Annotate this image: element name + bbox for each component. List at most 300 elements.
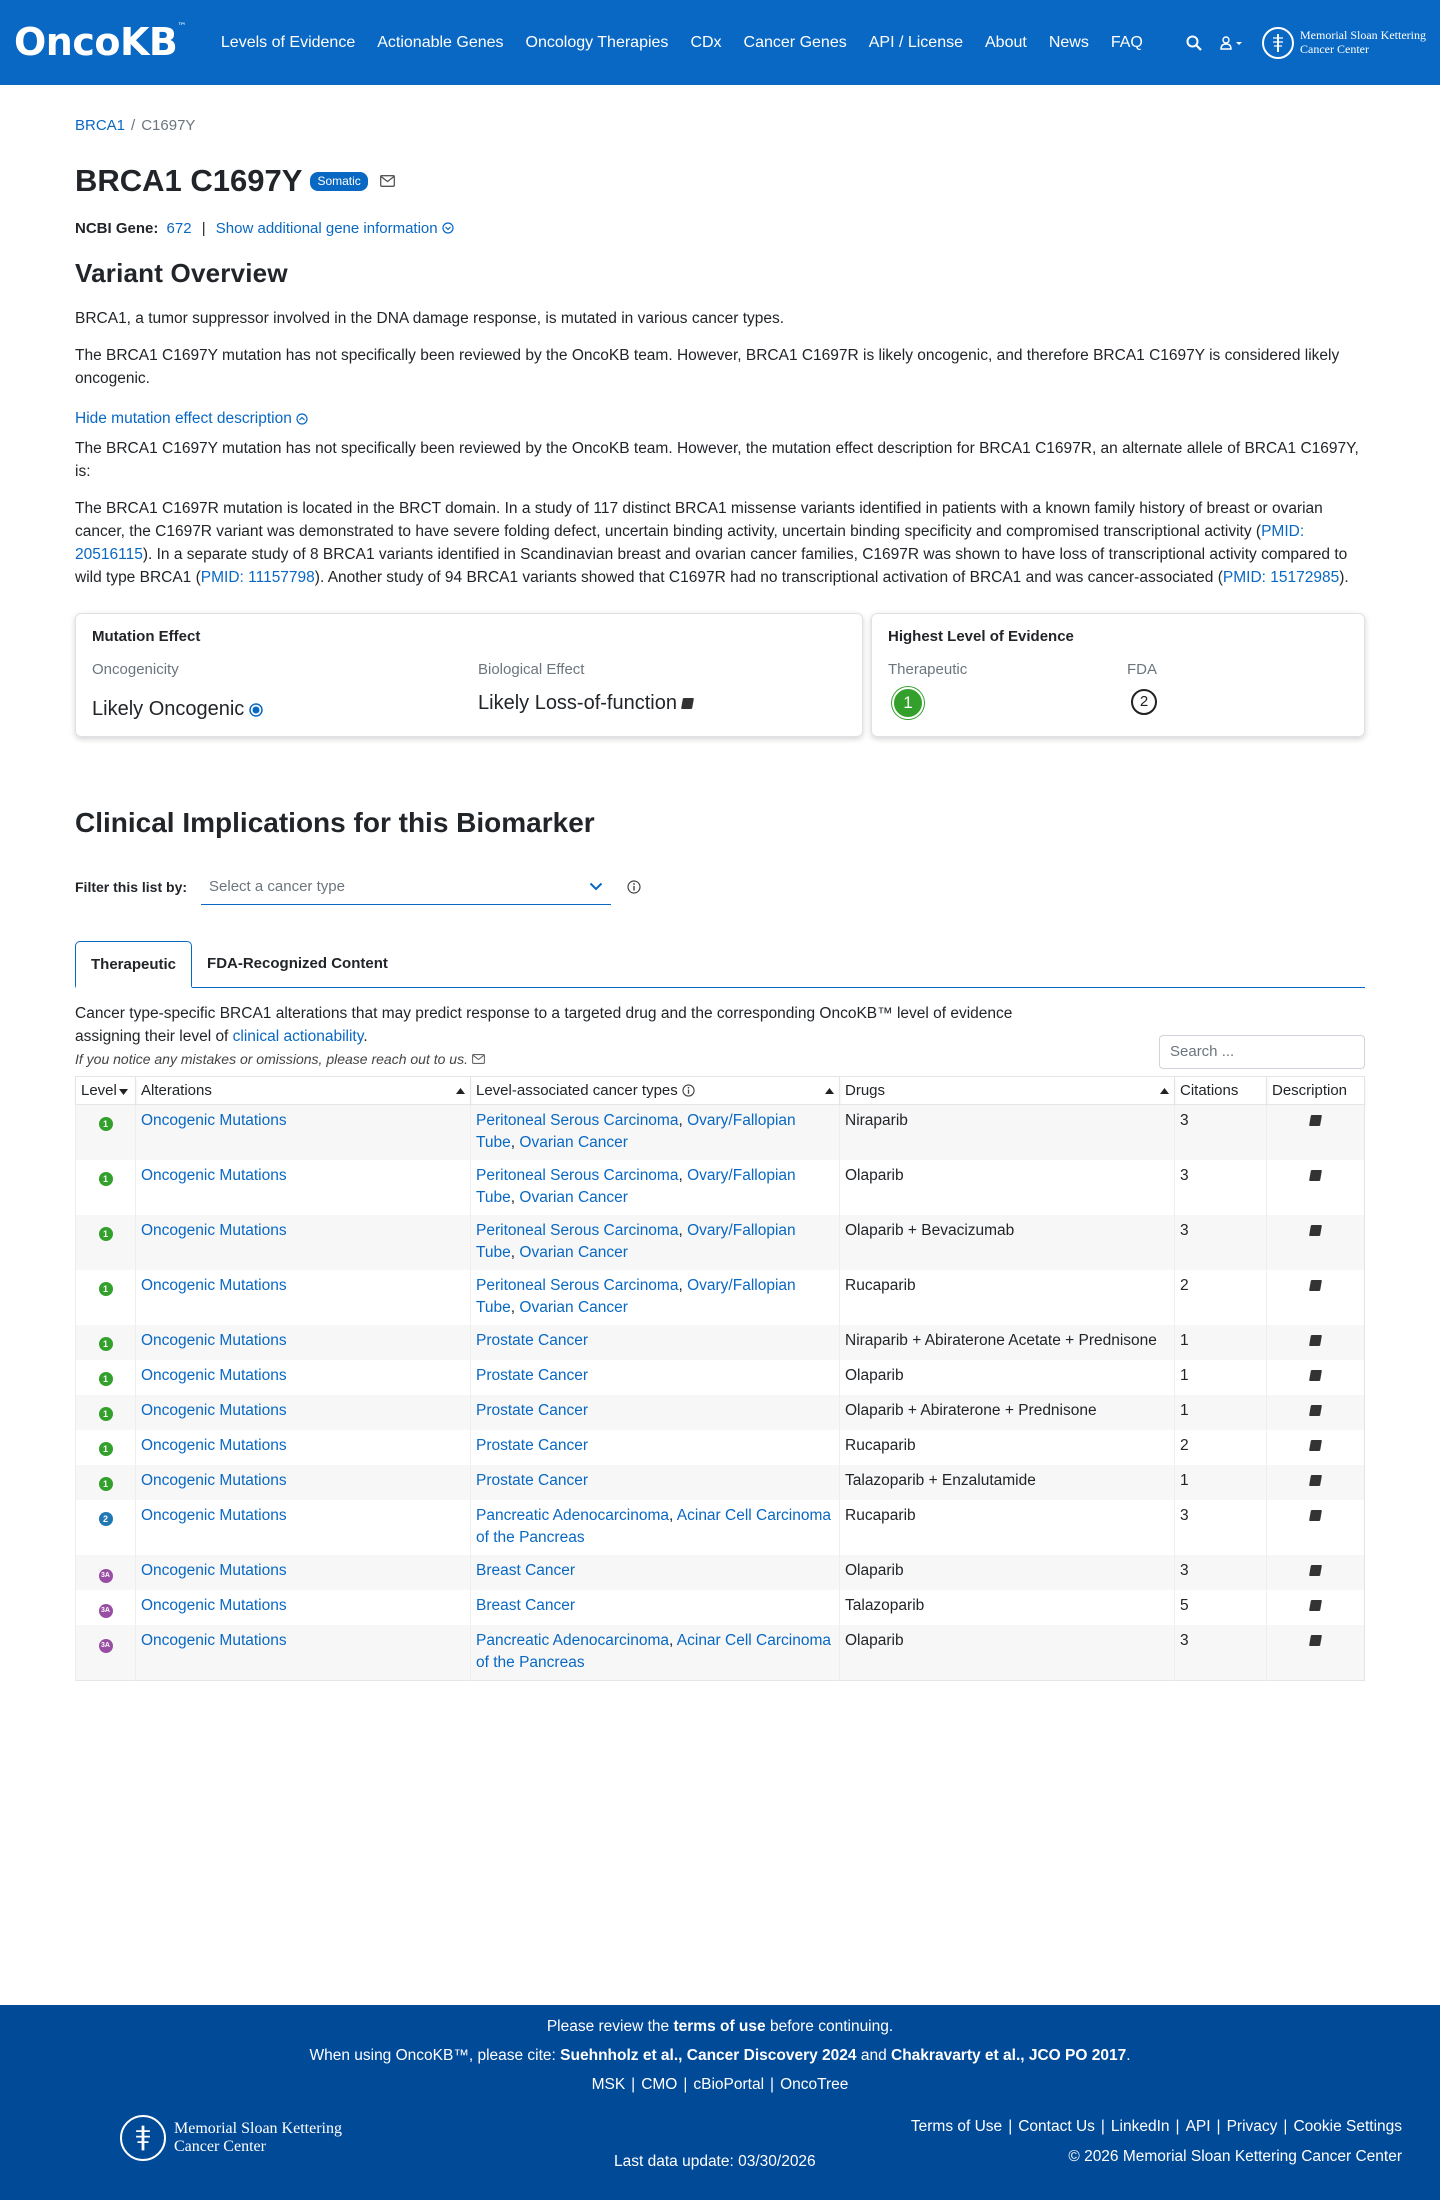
show-gene-info-link[interactable]: [216, 220, 454, 237]
summary-cards: [75, 613, 1365, 737]
cell-description: [1267, 1325, 1365, 1360]
cell-level: [76, 1590, 136, 1625]
cell-drugs: Rucaparib: [840, 1270, 1175, 1325]
biological-effect-col: [478, 659, 693, 724]
link-separator: |: [1283, 2118, 1288, 2135]
book-icon[interactable]: [1309, 1600, 1322, 1611]
table-intro-text: [75, 1002, 1075, 1048]
table-row: [76, 1105, 1365, 1161]
clinical-implications-heading: Clinical Implications for this Biomarker: [75, 806, 595, 838]
cell-drugs: Olaparib: [840, 1555, 1175, 1590]
alteration-link[interactable]: Oncogenic Mutations: [141, 1402, 287, 1420]
alteration-link[interactable]: Oncogenic Mutations: [141, 1507, 287, 1525]
footer-link-cmo[interactable]: CMO: [641, 2076, 678, 2093]
page-title: BRCA1 C1697Y: [75, 162, 303, 198]
book-icon[interactable]: [1309, 1475, 1322, 1486]
intro-part-2: .: [363, 1027, 368, 1045]
cell-alteration: [136, 1430, 471, 1465]
highest-level-title: Highest Level of Evidence: [888, 627, 1074, 645]
cell-cancer-types: [471, 1555, 840, 1590]
cell-cancer-types: [471, 1430, 840, 1465]
cell-citations[interactable]: 3: [1175, 1625, 1267, 1681]
therapeutic-level-icon[interactable]: 1: [892, 687, 924, 719]
feedback-note: [75, 1049, 1075, 1069]
highest-level-card: [871, 613, 1365, 737]
cell-citations[interactable]: 2: [1175, 1270, 1267, 1325]
show-gene-info-label: Show additional gene information: [215, 219, 438, 237]
cell-level: [76, 1160, 136, 1215]
cell-cancer-types: [471, 1465, 840, 1500]
cell-drugs: Rucaparib: [840, 1500, 1175, 1555]
logo-text: OncoKB: [14, 19, 178, 64]
oncokb-logo[interactable]: [14, 15, 186, 70]
link-separator: |: [683, 2076, 688, 2093]
cell-description: [1267, 1500, 1365, 1555]
info-icon[interactable]: [627, 880, 641, 894]
table-row: [76, 1360, 1365, 1395]
link-separator: |: [770, 2076, 775, 2093]
cancer-type-link[interactable]: Prostate Cancer: [476, 1437, 588, 1455]
level-1-icon[interactable]: 1: [99, 1372, 113, 1386]
cell-cancer-types: [471, 1590, 840, 1625]
table-body: [76, 1105, 1365, 1681]
hide-mutation-effect-link[interactable]: [75, 408, 308, 430]
clinical-tabs: [75, 941, 1365, 988]
desc-part-2: ). In a separate study of 8 BRCA1 variants identified in Scandinavian breast and ovarian cancer families, C1697R was shown to have loss of transcriptional activity compared to wild type BRCA1 (: [75, 545, 1348, 586]
col-citations-label: Citations: [1180, 1081, 1239, 1099]
col-cancer-types[interactable]: [471, 1077, 840, 1105]
cell-description: [1267, 1465, 1365, 1500]
info-icon[interactable]: [682, 1084, 695, 1097]
footer-link-msk[interactable]: MSK: [591, 2076, 626, 2093]
table-row: [76, 1465, 1365, 1500]
level-1-icon[interactable]: 1: [99, 1282, 113, 1296]
book-icon[interactable]: [1309, 1335, 1322, 1346]
clinical-actionability-link[interactable]: clinical actionability: [232, 1027, 364, 1045]
cell-alteration: [136, 1215, 471, 1270]
footer-msk-line1: Memorial Sloan Kettering: [174, 2120, 342, 2138]
oncogenicity-col: [92, 659, 478, 724]
cell-drugs: Niraparib: [840, 1105, 1175, 1161]
terms-notice-part-2: before continuing.: [765, 2018, 894, 2035]
level-3a-icon[interactable]: 3A: [99, 1569, 113, 1583]
citation-notice: [0, 2041, 1440, 2070]
footer-link-api[interactable]: API: [1185, 2118, 1211, 2135]
cancer-type-link[interactable]: Prostate Cancer: [476, 1472, 588, 1490]
nav-item-cdx[interactable]: CDx: [690, 33, 722, 51]
cell-drugs: Olaparib: [840, 1625, 1175, 1681]
alteration-link[interactable]: Oncogenic Mutations: [141, 1437, 287, 1455]
cell-alteration: [136, 1555, 471, 1590]
book-icon[interactable]: [1309, 1115, 1322, 1126]
footer-link-oncotree[interactable]: OncoTree: [780, 2076, 849, 2093]
breadcrumb-variant: C1697Y: [141, 117, 196, 134]
citation-link-1[interactable]: Suehnholz et al., Cancer Discovery 2024: [560, 2047, 857, 2064]
cancer-type-link[interactable]: Prostate Cancer: [476, 1332, 588, 1350]
cell-citations[interactable]: 3: [1175, 1105, 1267, 1161]
cancer-type-link[interactable]: Ovary/Fallopian Tube: [476, 1222, 796, 1262]
table-row: [76, 1325, 1365, 1360]
footer: [0, 2005, 1440, 2200]
level-1-icon[interactable]: 1: [99, 1337, 113, 1351]
cell-description: [1267, 1555, 1365, 1590]
cell-cancer-types: Peritoneal Serous Carcinoma, Ovary/Fallopian Tube, Ovarian Cancer: [471, 1215, 840, 1270]
cell-citations[interactable]: 2: [1175, 1430, 1267, 1465]
cell-level: [76, 1555, 136, 1590]
link-separator: |: [1175, 2118, 1180, 2135]
biological-effect-value-row: [478, 689, 693, 718]
cell-description: [1267, 1360, 1365, 1395]
col-drugs[interactable]: [840, 1077, 1175, 1105]
cell-alteration: [136, 1625, 471, 1681]
footer-right: [911, 2112, 1402, 2172]
table-row: [76, 1395, 1365, 1430]
terms-of-use-link[interactable]: terms of use: [673, 2018, 766, 2035]
cell-level: [76, 1465, 136, 1500]
table-row: [76, 1500, 1365, 1555]
ncbi-gene-row: [75, 218, 1365, 240]
cell-alteration: [136, 1270, 471, 1325]
cancer-type-link[interactable]: Pancreatic Adenocarcinoma: [476, 1507, 670, 1525]
cell-alteration: [136, 1590, 471, 1625]
last-data-update: Last data update: 03/30/2026: [614, 2153, 816, 2170]
search-icon[interactable]: [1186, 35, 1202, 51]
intro-part-1: Cancer type-specific BRCA1 alterations that may predict response to a targeted drug and the corresponding OncoKB™ level of evidence assigning their level of: [75, 1004, 1013, 1045]
breadcrumb-gene-link[interactable]: BRCA1: [75, 117, 126, 134]
cell-description: [1267, 1215, 1365, 1270]
cell-level: [76, 1395, 136, 1430]
link-separator: |: [1216, 2118, 1221, 2135]
cancer-type-link[interactable]: Ovarian Cancer: [519, 1134, 628, 1152]
msk-emblem-icon: [120, 2115, 166, 2161]
filter-row: [75, 869, 1365, 905]
cancer-type-link[interactable]: Prostate Cancer: [476, 1367, 588, 1385]
cell-alteration: [136, 1360, 471, 1395]
overview-gene-summary: BRCA1, a tumor suppressor involved in the DNA damage response, is mutated in various cancer types.: [75, 310, 785, 328]
nav-item-levels-of-evidence[interactable]: Levels of Evidence: [220, 33, 356, 51]
col-description-label: Description: [1272, 1081, 1348, 1099]
therapeutic-label: Therapeutic: [888, 661, 968, 679]
cell-drugs: Rucaparib: [840, 1430, 1175, 1465]
footer-link-cbioportal[interactable]: cBioPortal: [693, 2076, 765, 2093]
cancer-type-link[interactable]: Ovarian Cancer: [519, 1189, 628, 1207]
copyright: © 2026 Memorial Sloan Kettering Cancer Center: [1068, 2148, 1402, 2165]
cell-description: [1267, 1160, 1365, 1215]
book-icon[interactable]: [1309, 1280, 1322, 1291]
level-1-icon[interactable]: 1: [99, 1227, 113, 1241]
cell-drugs: Talazoparib: [840, 1590, 1175, 1625]
table-row: [76, 1590, 1365, 1625]
sort-asc-icon: [825, 1088, 834, 1094]
treatments-table: [75, 1076, 1365, 1681]
cell-cancer-types: Peritoneal Serous Carcinoma, Ovary/Fallopian Tube, Ovarian Cancer: [471, 1270, 840, 1325]
fda-label: FDA: [1127, 661, 1157, 679]
cell-citations[interactable]: 3: [1175, 1500, 1267, 1555]
citation-part-2: and: [856, 2047, 892, 2064]
fda-col: [1127, 659, 1157, 719]
alteration-link[interactable]: Oncogenic Mutations: [141, 1562, 287, 1580]
cell-level: [76, 1625, 136, 1681]
cancer-type-link[interactable]: Peritoneal Serous Carcinoma: [476, 1277, 679, 1295]
cell-alteration: [136, 1500, 471, 1555]
level-1-icon[interactable]: 1: [99, 1117, 113, 1131]
cell-alteration: [136, 1465, 471, 1500]
col-citations[interactable]: [1175, 1077, 1267, 1105]
cell-alteration: [136, 1160, 471, 1215]
mutation-effect-columns: [92, 659, 846, 724]
book-icon[interactable]: [1309, 1405, 1322, 1416]
cell-cancer-types: Pancreatic Adenocarcinoma, Acinar Cell Carcinoma of the Pancreas: [471, 1500, 840, 1555]
tab-therapeutic[interactable]: Therapeutic: [75, 941, 192, 988]
msk-emblem-icon: [1262, 27, 1294, 59]
cell-level: [76, 1105, 136, 1161]
cell-cancer-types: Pancreatic Adenocarcinoma, Acinar Cell Carcinoma of the Pancreas: [471, 1625, 840, 1681]
cell-cancer-types: [471, 1395, 840, 1430]
cancer-type-link[interactable]: Acinar Cell Carcinoma of the Pancreas: [476, 1507, 831, 1547]
cell-citations[interactable]: 5: [1175, 1590, 1267, 1625]
level-1-icon[interactable]: 1: [99, 1477, 113, 1491]
terms-notice: [0, 2012, 1440, 2041]
table-row: [76, 1215, 1365, 1270]
citation-link-2[interactable]: Chakravarty et al., JCO PO 2017: [891, 2047, 1127, 2064]
book-icon[interactable]: [1309, 1565, 1322, 1576]
nav-item-faq[interactable]: FAQ: [1110, 33, 1143, 51]
alteration-link[interactable]: Oncogenic Mutations: [141, 1472, 287, 1490]
col-level-label: Level: [81, 1081, 117, 1099]
cell-description: [1267, 1430, 1365, 1465]
level-1-icon[interactable]: 1: [99, 1442, 113, 1456]
nav-item-actionable-genes[interactable]: Actionable Genes: [377, 33, 504, 51]
footer-link-terms-of-use[interactable]: Terms of Use: [910, 2118, 1003, 2135]
table-header-row: [76, 1077, 1365, 1105]
desc-part-1: The BRCA1 C1697R mutation is located in the BRCT domain. In a study of 117 distinct BRCA1 missense variants identified in patients with a known family history of breast or ovarian cancer, the C1697R variant was demonstrated to have severe folding defect, uncertain binding activity, uncertain binding specificity and compromised transcriptional activity (: [75, 499, 1323, 540]
cell-citations[interactable]: 3: [1175, 1555, 1267, 1590]
cell-description: [1267, 1625, 1365, 1681]
citation-part-3: .: [1126, 2047, 1131, 2064]
table-row: [76, 1555, 1365, 1590]
tab-fda-recognized[interactable]: FDA-Recognized Content: [207, 955, 388, 973]
cancer-type-link[interactable]: Pancreatic Adenocarcinoma: [476, 1632, 670, 1650]
pmid-link-3[interactable]: PMID: 15172985: [1222, 568, 1340, 586]
cell-alteration: [136, 1395, 471, 1430]
pmid-link-2[interactable]: PMID: 11157798: [200, 568, 315, 586]
nav-item-cancer-genes[interactable]: Cancer Genes: [743, 33, 847, 51]
user-menu-icon[interactable]: [1220, 36, 1244, 50]
cell-level: [76, 1360, 136, 1395]
book-icon[interactable]: [1309, 1370, 1322, 1381]
therapeutic-col: [888, 659, 1127, 719]
table-row: [76, 1160, 1365, 1215]
mutation-effect-card: [75, 613, 863, 737]
alteration-link[interactable]: Oncogenic Mutations: [141, 1632, 287, 1650]
nav-item-about[interactable]: About: [985, 33, 1027, 51]
book-icon[interactable]: [681, 698, 694, 709]
citation-part-1: When using OncoKB™, please cite:: [309, 2047, 561, 2064]
chevron-up-circle-icon: [296, 413, 308, 425]
cell-description: [1267, 1590, 1365, 1625]
cancer-type-link[interactable]: Ovary/Fallopian Tube: [476, 1277, 796, 1317]
table-row: [76, 1625, 1365, 1681]
oncogenicity-value-row: [92, 695, 478, 724]
footer-msk-line2: Cancer Center: [174, 2138, 266, 2155]
cancer-type-link[interactable]: Peritoneal Serous Carcinoma: [476, 1222, 679, 1240]
desc-part-3: ). Another study of 94 BRCA1 variants showed that C1697R had no transcriptional activation of BRCA1 and was cancer-associated (: [314, 568, 1223, 586]
oncogenicity-value: Likely Oncogenic: [92, 698, 245, 721]
sort-asc-icon: [1160, 1088, 1169, 1094]
footer-partner-links: [0, 2070, 1440, 2099]
terms-notice-part-1: Please review the: [546, 2018, 674, 2035]
cell-citations[interactable]: 1: [1175, 1465, 1267, 1500]
cancer-type-link[interactable]: Peritoneal Serous Carcinoma: [476, 1167, 679, 1185]
title-row: [75, 159, 1365, 204]
alteration-link[interactable]: Oncogenic Mutations: [141, 1277, 287, 1295]
sort-asc-icon: [456, 1088, 465, 1094]
cancer-type-link[interactable]: Peritoneal Serous Carcinoma: [476, 1112, 679, 1130]
cell-level: [76, 1270, 136, 1325]
cancer-type-link[interactable]: Breast Cancer: [476, 1597, 576, 1615]
overview-variant-summary: The BRCA1 C1697Y mutation has not specifically been reviewed by the OncoKB team. However, BRCA1 C1697R is likely oncogenic, and therefore BRCA1 C1697Y is considered likely oncogenic.: [75, 347, 1340, 388]
col-level[interactable]: [76, 1077, 136, 1105]
cell-citations[interactable]: 1: [1175, 1360, 1267, 1395]
cell-cancer-types: [471, 1360, 840, 1395]
mutation-effect-description: [75, 497, 1365, 589]
desc-part-4: ).: [1339, 568, 1349, 586]
level-3a-icon[interactable]: 3A: [99, 1639, 113, 1653]
footer-legal-links: [911, 2112, 1402, 2142]
biological-effect-label: Biological Effect: [478, 661, 585, 679]
feedback-note-text: If you notice any mistakes or omissions, please reach out to us.: [75, 1050, 468, 1067]
col-description: [1267, 1077, 1365, 1105]
cell-citations[interactable]: 3: [1175, 1215, 1267, 1270]
level-2-icon[interactable]: 2: [99, 1512, 113, 1526]
mail-icon[interactable]: [380, 175, 395, 187]
mutation-effect-intro: The BRCA1 C1697Y mutation has not specifically been reviewed by the OncoKB team. However, the mutation effect description for BRCA1 C1697R, an alternate allele of BRCA1 C1697Y, is:: [75, 439, 1359, 480]
table-search-input[interactable]: Search ...: [1159, 1035, 1365, 1069]
alteration-link[interactable]: Oncogenic Mutations: [141, 1112, 287, 1130]
cancer-type-select[interactable]: [201, 869, 611, 905]
footer-link-contact-us[interactable]: Contact Us: [1018, 2118, 1095, 2135]
book-icon[interactable]: [1309, 1510, 1322, 1521]
pmid-link-1[interactable]: PMID: 20516115: [75, 522, 1305, 563]
cell-level: [76, 1215, 136, 1270]
chevron-down-circle-icon: [442, 222, 454, 234]
cell-cancer-types: [471, 1325, 840, 1360]
cell-alteration: [136, 1325, 471, 1360]
footer-msk-logo[interactable]: [120, 2115, 342, 2161]
cell-description: [1267, 1395, 1365, 1430]
somatic-badge: Somatic: [310, 172, 367, 191]
cell-citations[interactable]: 3: [1175, 1160, 1267, 1215]
table-row: [76, 1270, 1365, 1325]
nav-item-news[interactable]: News: [1048, 33, 1089, 51]
alteration-link[interactable]: Oncogenic Mutations: [141, 1167, 287, 1185]
footer-link-privacy[interactable]: Privacy: [1226, 2118, 1278, 2135]
table-intro-text-block: [75, 1002, 1075, 1069]
nav-item-oncology-therapies[interactable]: Oncology Therapies: [525, 33, 669, 51]
nav-right: [1186, 27, 1426, 59]
col-alterations[interactable]: [136, 1077, 471, 1105]
level-1-icon[interactable]: 1: [99, 1172, 113, 1186]
alteration-link[interactable]: Oncogenic Mutations: [141, 1332, 287, 1350]
msk-name-line1: Memorial Sloan Kettering: [1300, 28, 1426, 43]
cell-description: [1267, 1270, 1365, 1325]
link-separator: |: [1100, 2118, 1105, 2135]
variant-overview-heading: Variant Overview: [75, 258, 288, 289]
cell-drugs: Olaparib + Bevacizumab: [840, 1215, 1175, 1270]
likely-oncogenic-icon[interactable]: [249, 703, 263, 717]
link-separator: |: [631, 2076, 636, 2093]
book-icon[interactable]: [1309, 1440, 1322, 1451]
cell-description: [1267, 1105, 1365, 1161]
cell-citations[interactable]: 1: [1175, 1395, 1267, 1430]
top-navbar: [0, 0, 1440, 85]
cell-drugs: Olaparib: [840, 1360, 1175, 1395]
highest-level-columns: [888, 659, 1348, 719]
msk-logo[interactable]: [1262, 27, 1426, 59]
link-separator: |: [1008, 2118, 1013, 2135]
hide-mutation-effect-label: Hide mutation effect description: [75, 410, 292, 428]
cancer-type-link[interactable]: Ovarian Cancer: [519, 1244, 628, 1262]
col-cancer-types-label: Level-associated cancer types: [476, 1081, 678, 1099]
ncbi-gene-label: NCBI Gene:: [75, 219, 159, 237]
cell-cancer-types: Peritoneal Serous Carcinoma, Ovary/Fallopian Tube, Ovarian Cancer: [471, 1160, 840, 1215]
book-icon[interactable]: [1309, 1225, 1322, 1236]
table-intro: [75, 1002, 1365, 1069]
mail-icon[interactable]: [472, 1054, 485, 1064]
book-icon[interactable]: [1309, 1635, 1322, 1646]
alteration-link[interactable]: Oncogenic Mutations: [141, 1222, 287, 1240]
table-row: [76, 1430, 1365, 1465]
footer-center: [0, 2005, 1440, 2099]
level-3a-icon[interactable]: 3A: [99, 1604, 113, 1618]
footer-link-cookie-settings[interactable]: Cookie Settings: [1293, 2118, 1402, 2135]
cancer-type-link[interactable]: Ovarian Cancer: [519, 1299, 628, 1317]
level-1-icon[interactable]: 1: [99, 1407, 113, 1421]
cancer-type-link[interactable]: Breast Cancer: [476, 1562, 576, 1580]
cell-level: [76, 1325, 136, 1360]
msk-name-line2: Cancer Center: [1300, 41, 1369, 56]
filter-label: Filter this list by:: [75, 879, 188, 896]
main-container: [75, 115, 1365, 1681]
mutation-effect-title: Mutation Effect: [92, 627, 201, 645]
ncbi-gene-link[interactable]: 672: [166, 219, 192, 237]
col-cancer-types-label-wrap: [476, 1080, 695, 1102]
alteration-link[interactable]: Oncogenic Mutations: [141, 1367, 287, 1385]
alteration-link[interactable]: Oncogenic Mutations: [141, 1597, 287, 1615]
cell-alteration: [136, 1105, 471, 1161]
nav-item-api-license[interactable]: API / License: [868, 33, 963, 51]
biological-effect-value: Likely Loss-of-function: [478, 692, 677, 715]
fda-level-icon[interactable]: 2: [1131, 689, 1157, 715]
footer-link-linkedin[interactable]: LinkedIn: [1110, 2118, 1170, 2135]
chevron-down-icon: [589, 882, 603, 891]
cell-drugs: Niraparib + Abiraterone Acetate + Prednisone: [840, 1325, 1175, 1360]
cancer-type-link[interactable]: Acinar Cell Carcinoma of the Pancreas: [476, 1632, 831, 1672]
cancer-type-link[interactable]: Ovary/Fallopian Tube: [476, 1112, 796, 1152]
cell-citations[interactable]: 1: [1175, 1325, 1267, 1360]
cell-drugs: Olaparib: [840, 1160, 1175, 1215]
breadcrumb-separator: /: [131, 117, 136, 134]
nav-menu: [210, 31, 1154, 54]
cancer-type-link[interactable]: Ovary/Fallopian Tube: [476, 1167, 796, 1207]
book-icon[interactable]: [1309, 1170, 1322, 1181]
pipe-divider: |: [201, 219, 206, 237]
cell-level: [76, 1430, 136, 1465]
cancer-type-placeholder: Select a cancer type: [209, 877, 345, 895]
cancer-type-link[interactable]: Prostate Cancer: [476, 1402, 588, 1420]
cell-cancer-types: Peritoneal Serous Carcinoma, Ovary/Fallopian Tube, Ovarian Cancer: [471, 1105, 840, 1161]
breadcrumb: [75, 115, 1365, 137]
